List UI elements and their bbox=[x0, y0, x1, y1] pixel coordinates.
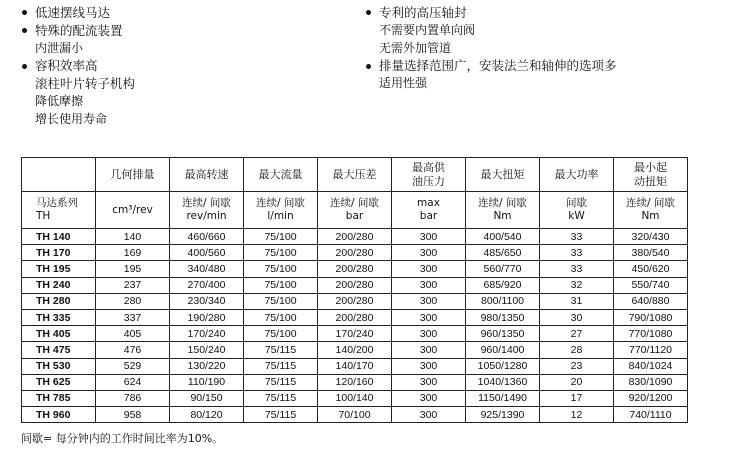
unit-row bbox=[22, 192, 688, 229]
table-cell: 150/240 bbox=[170, 342, 244, 358]
table-cell: 100/140 bbox=[318, 390, 392, 406]
table-cell: 300 bbox=[392, 261, 466, 277]
column-unit: 连续/ 间歇 Nm bbox=[614, 192, 688, 229]
table-cell: 200/280 bbox=[318, 293, 392, 309]
table-cell: 28 bbox=[540, 342, 614, 358]
table-cell: 80/120 bbox=[170, 407, 244, 423]
table-cell: 770/1080 bbox=[614, 326, 688, 342]
table-row bbox=[22, 309, 688, 325]
table-cell: 169 bbox=[96, 245, 170, 261]
table-cell: 560/770 bbox=[466, 261, 540, 277]
feature-item: 不需要内置单向阀 bbox=[379, 22, 476, 37]
model-cell: TH 195 bbox=[22, 261, 96, 277]
table-row bbox=[22, 407, 688, 423]
table-cell: 337 bbox=[96, 309, 170, 325]
table-cell: 925/1390 bbox=[466, 407, 540, 423]
model-cell: TH 140 bbox=[22, 229, 96, 245]
table-cell: 280 bbox=[96, 293, 170, 309]
model-cell: TH 785 bbox=[22, 390, 96, 406]
table-cell: 300 bbox=[392, 277, 466, 293]
table-cell: 550/740 bbox=[614, 277, 688, 293]
feature-item: 无需外加管道 bbox=[379, 40, 452, 55]
table-cell: 476 bbox=[96, 342, 170, 358]
table-cell: 237 bbox=[96, 277, 170, 293]
column-unit: cm³/rev bbox=[96, 192, 170, 229]
features-right bbox=[366, 4, 617, 93]
table-cell: 300 bbox=[392, 374, 466, 390]
feature-item: 特殊的配流装置 bbox=[22, 22, 135, 40]
table-cell: 300 bbox=[392, 390, 466, 406]
table-row bbox=[22, 277, 688, 293]
table-cell: 740/1110 bbox=[614, 407, 688, 423]
table-cell: 140/200 bbox=[318, 342, 392, 358]
model-cell: TH 625 bbox=[22, 374, 96, 390]
table-cell: 200/280 bbox=[318, 245, 392, 261]
column-unit: 间歇 kW bbox=[540, 192, 614, 229]
table-cell: 300 bbox=[392, 229, 466, 245]
table-cell: 75/100 bbox=[244, 293, 318, 309]
table-cell: 75/115 bbox=[244, 407, 318, 423]
table-cell: 140 bbox=[96, 229, 170, 245]
column-header: 最大流量 bbox=[244, 158, 318, 192]
table-cell: 200/280 bbox=[318, 277, 392, 293]
table-row bbox=[22, 245, 688, 261]
model-cell: TH 280 bbox=[22, 293, 96, 309]
model-cell: TH 335 bbox=[22, 309, 96, 325]
table-cell: 12 bbox=[540, 407, 614, 423]
column-header: 几何排量 bbox=[96, 158, 170, 192]
feature-item: 降低摩擦 bbox=[35, 93, 84, 108]
spec-table bbox=[21, 157, 688, 423]
table-cell: 770/1120 bbox=[614, 342, 688, 358]
table-cell: 460/660 bbox=[170, 229, 244, 245]
table-cell: 31 bbox=[540, 293, 614, 309]
table-cell: 830/1090 bbox=[614, 374, 688, 390]
table-cell: 75/115 bbox=[244, 342, 318, 358]
model-cell: TH 960 bbox=[22, 407, 96, 423]
feature-item: 容积效率高 bbox=[22, 57, 135, 75]
table-cell: 75/100 bbox=[244, 229, 318, 245]
table-cell: 958 bbox=[96, 407, 170, 423]
table-cell: 300 bbox=[392, 358, 466, 374]
model-cell: TH 405 bbox=[22, 326, 96, 342]
column-unit: 连续/ 间歇 l/min bbox=[244, 192, 318, 229]
table-row bbox=[22, 293, 688, 309]
model-cell: TH 475 bbox=[22, 342, 96, 358]
table-cell: 300 bbox=[392, 309, 466, 325]
features-left bbox=[22, 4, 135, 129]
table-cell: 170/240 bbox=[170, 326, 244, 342]
table-cell: 75/100 bbox=[244, 245, 318, 261]
table-cell: 380/540 bbox=[614, 245, 688, 261]
table-cell: 20 bbox=[540, 374, 614, 390]
table-cell: 300 bbox=[392, 407, 466, 423]
table-cell: 450/620 bbox=[614, 261, 688, 277]
table-cell: 75/100 bbox=[244, 277, 318, 293]
table-cell: 200/280 bbox=[318, 261, 392, 277]
table-row bbox=[22, 342, 688, 358]
column-header: 最高转速 bbox=[170, 158, 244, 192]
table-cell: 75/100 bbox=[244, 309, 318, 325]
table-row bbox=[22, 229, 688, 245]
table-cell: 400/560 bbox=[170, 245, 244, 261]
table-cell: 320/430 bbox=[614, 229, 688, 245]
table-cell: 75/100 bbox=[244, 326, 318, 342]
table-cell: 270/400 bbox=[170, 277, 244, 293]
table-cell: 190/280 bbox=[170, 309, 244, 325]
table-cell: 23 bbox=[540, 358, 614, 374]
column-unit: 连续/ 间歇 bar bbox=[318, 192, 392, 229]
table-cell: 685/920 bbox=[466, 277, 540, 293]
column-header: 最大压差 bbox=[318, 158, 392, 192]
feature-item: 适用性强 bbox=[379, 76, 428, 91]
feature-item: 增长使用寿命 bbox=[35, 111, 108, 126]
table-cell: 800/1100 bbox=[466, 293, 540, 309]
table-cell: 200/280 bbox=[318, 229, 392, 245]
table-cell: 300 bbox=[392, 326, 466, 342]
feature-item: 内泄漏小 bbox=[35, 40, 84, 55]
table-cell: 33 bbox=[540, 261, 614, 277]
table-cell: 1050/1280 bbox=[466, 358, 540, 374]
table-cell: 960/1350 bbox=[466, 326, 540, 342]
table-cell: 840/1024 bbox=[614, 358, 688, 374]
table-body bbox=[22, 229, 688, 423]
table-cell: 300 bbox=[392, 245, 466, 261]
table-cell: 32 bbox=[540, 277, 614, 293]
column-header: 最大扭矩 bbox=[466, 158, 540, 192]
table-cell: 75/115 bbox=[244, 390, 318, 406]
table-row bbox=[22, 374, 688, 390]
table-cell: 140/170 bbox=[318, 358, 392, 374]
table-cell: 980/1350 bbox=[466, 309, 540, 325]
table-cell: 110/190 bbox=[170, 374, 244, 390]
feature-item: 专利的高压轴封 bbox=[366, 4, 617, 22]
column-unit: 连续/ 间歇 rev/min bbox=[170, 192, 244, 229]
table-cell: 786 bbox=[96, 390, 170, 406]
table-cell: 90/150 bbox=[170, 390, 244, 406]
column-header: 最高供 油压力 bbox=[392, 158, 466, 192]
table-cell: 340/480 bbox=[170, 261, 244, 277]
table-cell: 75/115 bbox=[244, 358, 318, 374]
table-cell: 790/1080 bbox=[614, 309, 688, 325]
column-header bbox=[22, 158, 96, 192]
column-unit: 连续/ 间歇 Nm bbox=[466, 192, 540, 229]
feature-item: 滚柱叶片转子机构 bbox=[35, 76, 136, 92]
table-cell: 1150/1490 bbox=[466, 390, 540, 406]
model-cell: TH 240 bbox=[22, 277, 96, 293]
table-cell: 400/540 bbox=[466, 229, 540, 245]
table-cell: 640/880 bbox=[614, 293, 688, 309]
table-cell: 120/160 bbox=[318, 374, 392, 390]
table-cell: 75/115 bbox=[244, 374, 318, 390]
table-cell: 70/100 bbox=[318, 407, 392, 423]
table-cell: 200/280 bbox=[318, 309, 392, 325]
table-cell: 30 bbox=[540, 309, 614, 325]
table-cell: 17 bbox=[540, 390, 614, 406]
column-unit: 马达系列 TH bbox=[22, 192, 96, 229]
table-cell: 75/100 bbox=[244, 261, 318, 277]
table-cell: 405 bbox=[96, 326, 170, 342]
header-row bbox=[22, 158, 688, 192]
table-cell: 920/1200 bbox=[614, 390, 688, 406]
table-cell: 27 bbox=[540, 326, 614, 342]
table-cell: 485/650 bbox=[466, 245, 540, 261]
table-row bbox=[22, 358, 688, 374]
table-cell: 33 bbox=[540, 245, 614, 261]
table-cell: 1040/1360 bbox=[466, 374, 540, 390]
table-cell: 195 bbox=[96, 261, 170, 277]
table-cell: 170/240 bbox=[318, 326, 392, 342]
feature-item: 低速摆线马达 bbox=[22, 4, 135, 22]
table-row bbox=[22, 326, 688, 342]
footnote: 间歇= 每分钟内的工作时间比率为10%。 bbox=[21, 432, 224, 445]
model-cell: TH 170 bbox=[22, 245, 96, 261]
table-row bbox=[22, 261, 688, 277]
column-header: 最大功率 bbox=[540, 158, 614, 192]
table-cell: 960/1400 bbox=[466, 342, 540, 358]
table-cell: 230/340 bbox=[170, 293, 244, 309]
table-cell: 624 bbox=[96, 374, 170, 390]
table-cell: 529 bbox=[96, 358, 170, 374]
column-unit: max bar bbox=[392, 192, 466, 229]
feature-item: 排量选择范围广，安装法兰和轴伸的选项多 bbox=[366, 57, 617, 75]
column-header: 最小起 动扭矩 bbox=[614, 158, 688, 192]
table-cell: 33 bbox=[540, 229, 614, 245]
model-cell: TH 530 bbox=[22, 358, 96, 374]
table-row bbox=[22, 390, 688, 406]
table-cell: 130/220 bbox=[170, 358, 244, 374]
table-cell: 300 bbox=[392, 293, 466, 309]
table-cell: 300 bbox=[392, 342, 466, 358]
